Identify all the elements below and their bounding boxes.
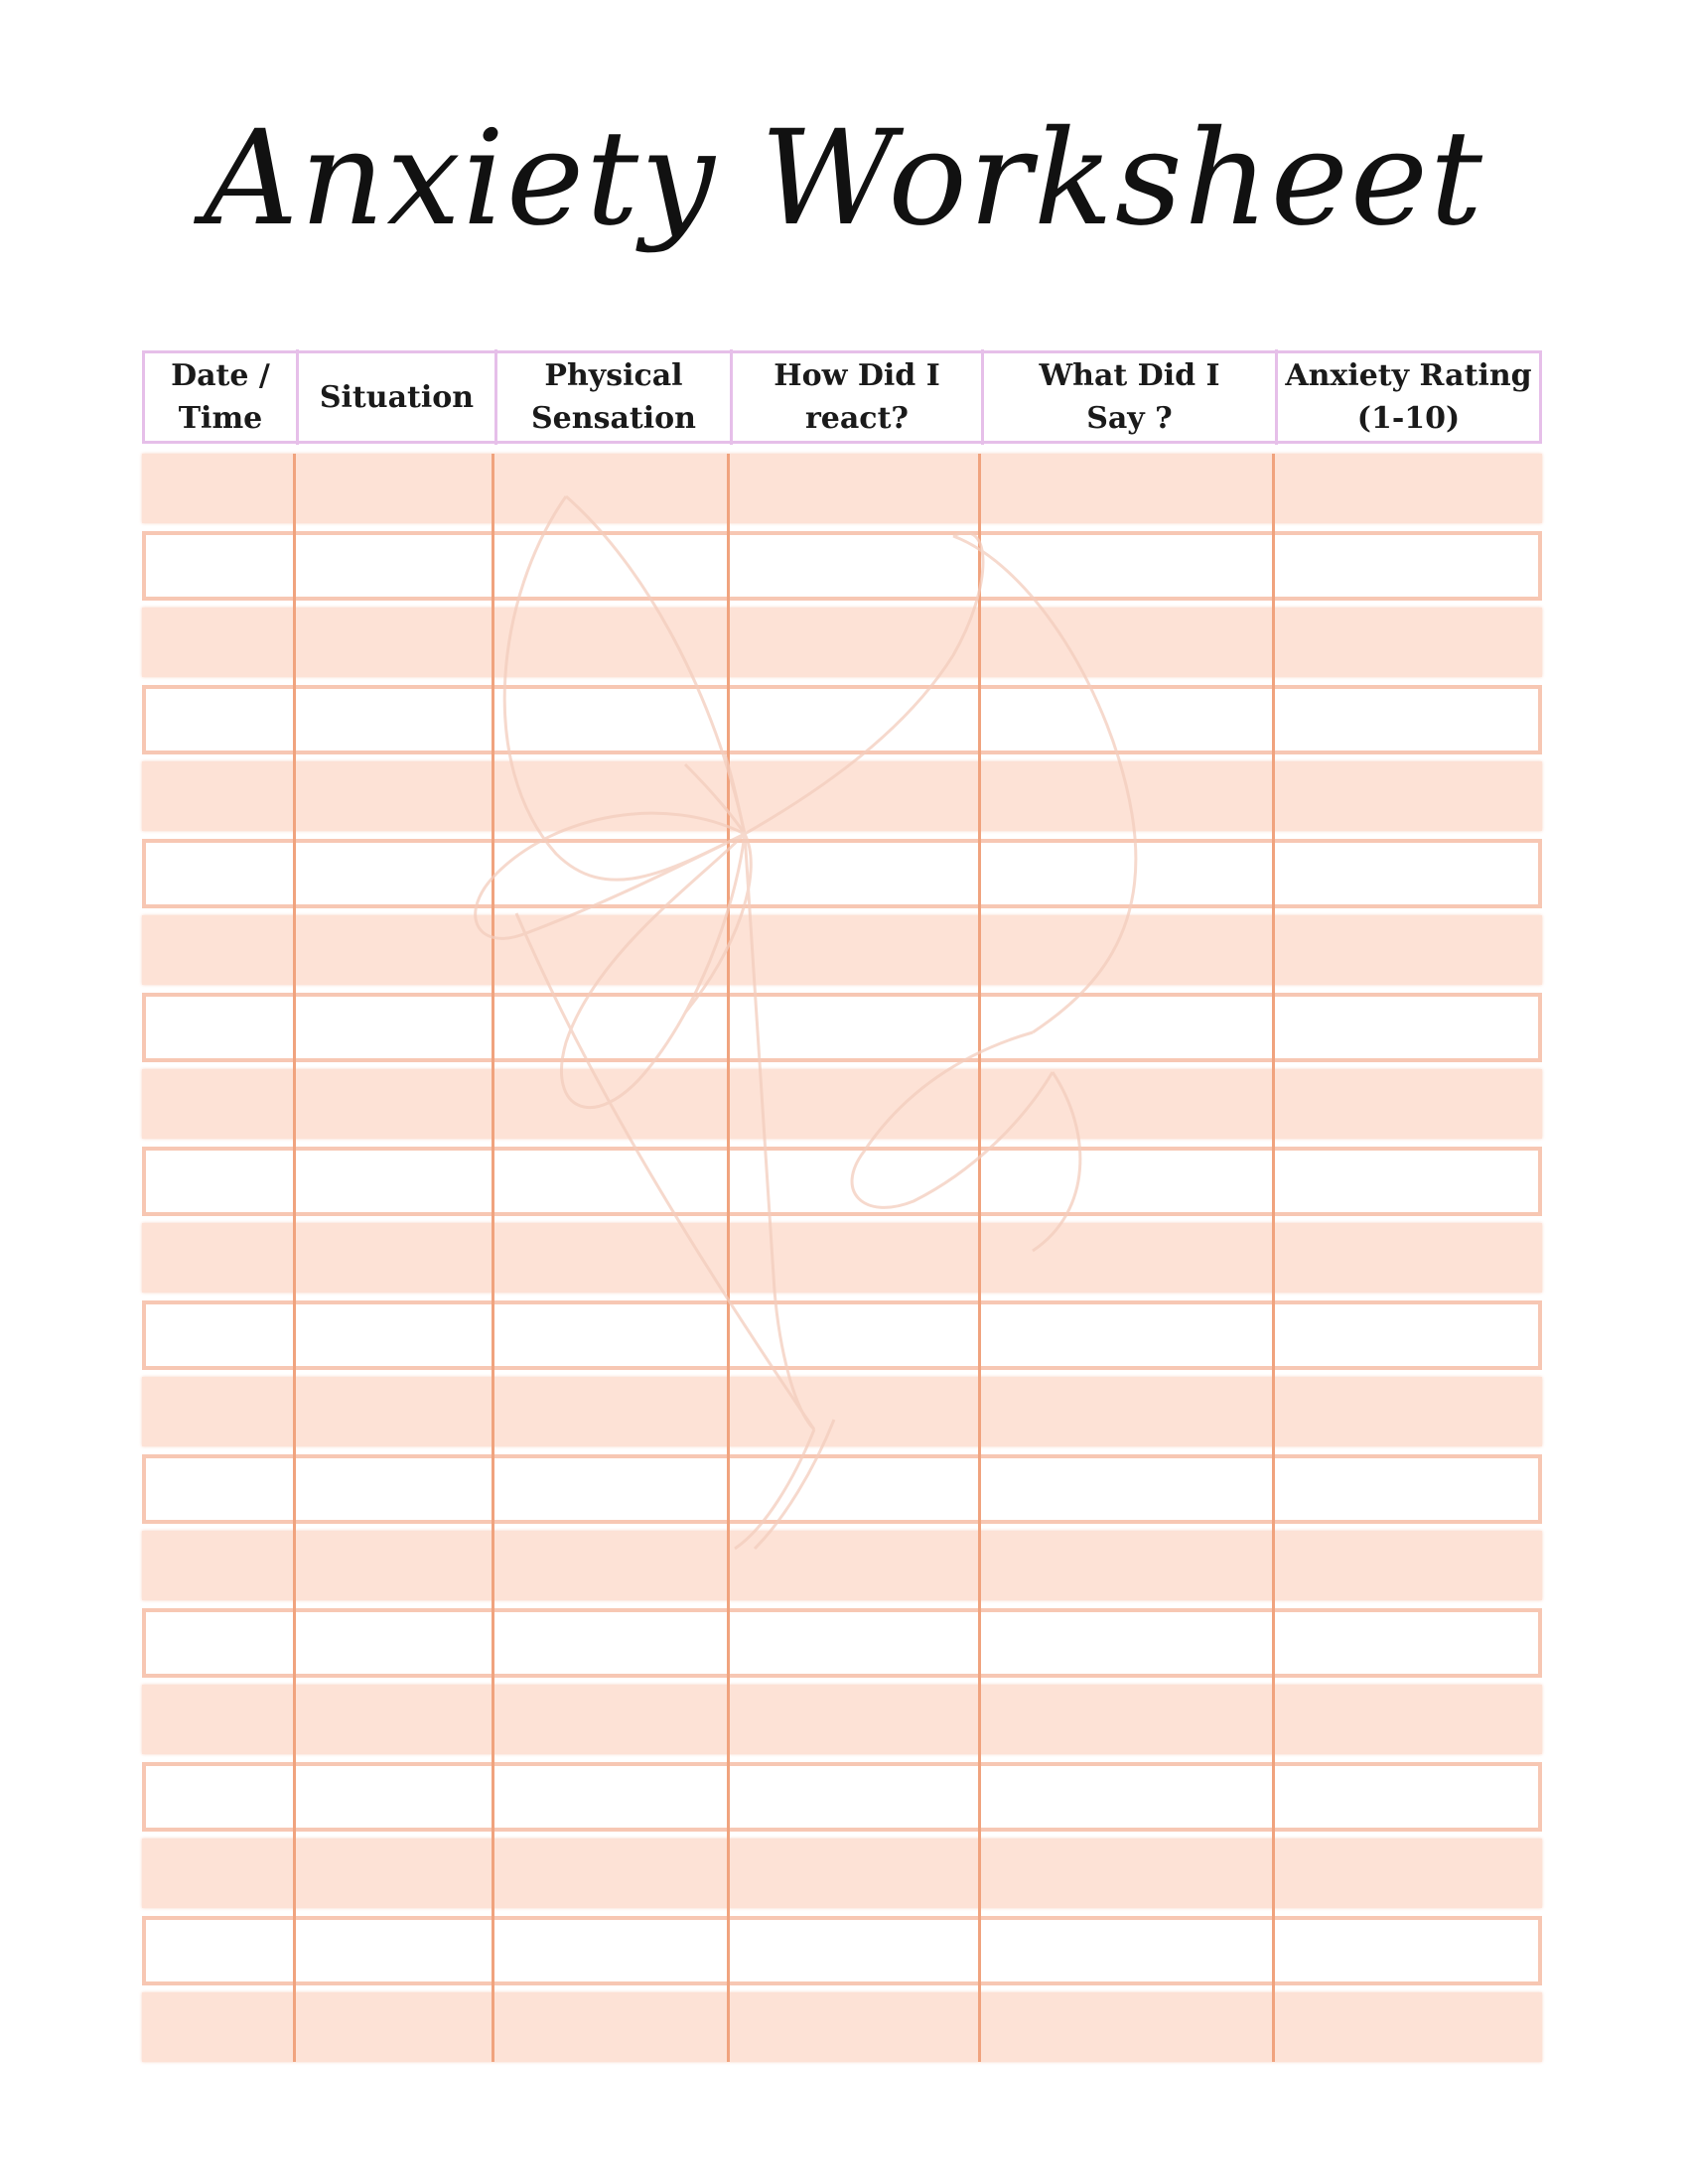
page-title: Anxiety Worksheet — [204, 102, 1484, 255]
column-line — [727, 454, 730, 2062]
column-header-what-did-i-say: What Did I Say ? — [1039, 358, 1220, 436]
worksheet-row — [142, 761, 1542, 831]
worksheet-row — [142, 1300, 1542, 1370]
worksheet-row — [142, 1685, 1542, 1754]
worksheet-row — [142, 915, 1542, 985]
worksheet-row — [142, 454, 1542, 523]
worksheet-row — [142, 1531, 1542, 1600]
worksheet-row — [142, 1069, 1542, 1139]
worksheet-row — [142, 1992, 1542, 2062]
worksheet-row — [142, 1916, 1542, 1985]
column-header-date-time: Date / Time — [171, 358, 270, 436]
column-header-anxiety-rating: Anxiety Rating (1-10) — [1285, 358, 1532, 436]
worksheet-row — [142, 839, 1542, 908]
worksheet-row — [142, 685, 1542, 754]
column-line — [492, 454, 494, 2062]
worksheet-row — [142, 531, 1542, 601]
column-line — [978, 454, 981, 2062]
worksheet-row — [142, 1377, 1542, 1446]
column-line — [1272, 454, 1275, 2062]
column-header-how-did-i-react: How Did I react? — [774, 358, 940, 436]
worksheet-row — [142, 1762, 1542, 1832]
column-line — [293, 454, 296, 2062]
worksheet-row — [142, 1839, 1542, 1908]
worksheet-row — [142, 1223, 1542, 1293]
worksheet-rows — [142, 454, 1542, 2062]
worksheet-row — [142, 1147, 1542, 1216]
column-header-situation: Situation — [319, 379, 475, 415]
worksheet-row — [142, 608, 1542, 677]
worksheet-row — [142, 1454, 1542, 1524]
column-header-physical-sensation: Physical Sensation — [531, 358, 696, 436]
worksheet-row — [142, 993, 1542, 1062]
table-header — [142, 350, 1542, 444]
worksheet-row — [142, 1608, 1542, 1678]
